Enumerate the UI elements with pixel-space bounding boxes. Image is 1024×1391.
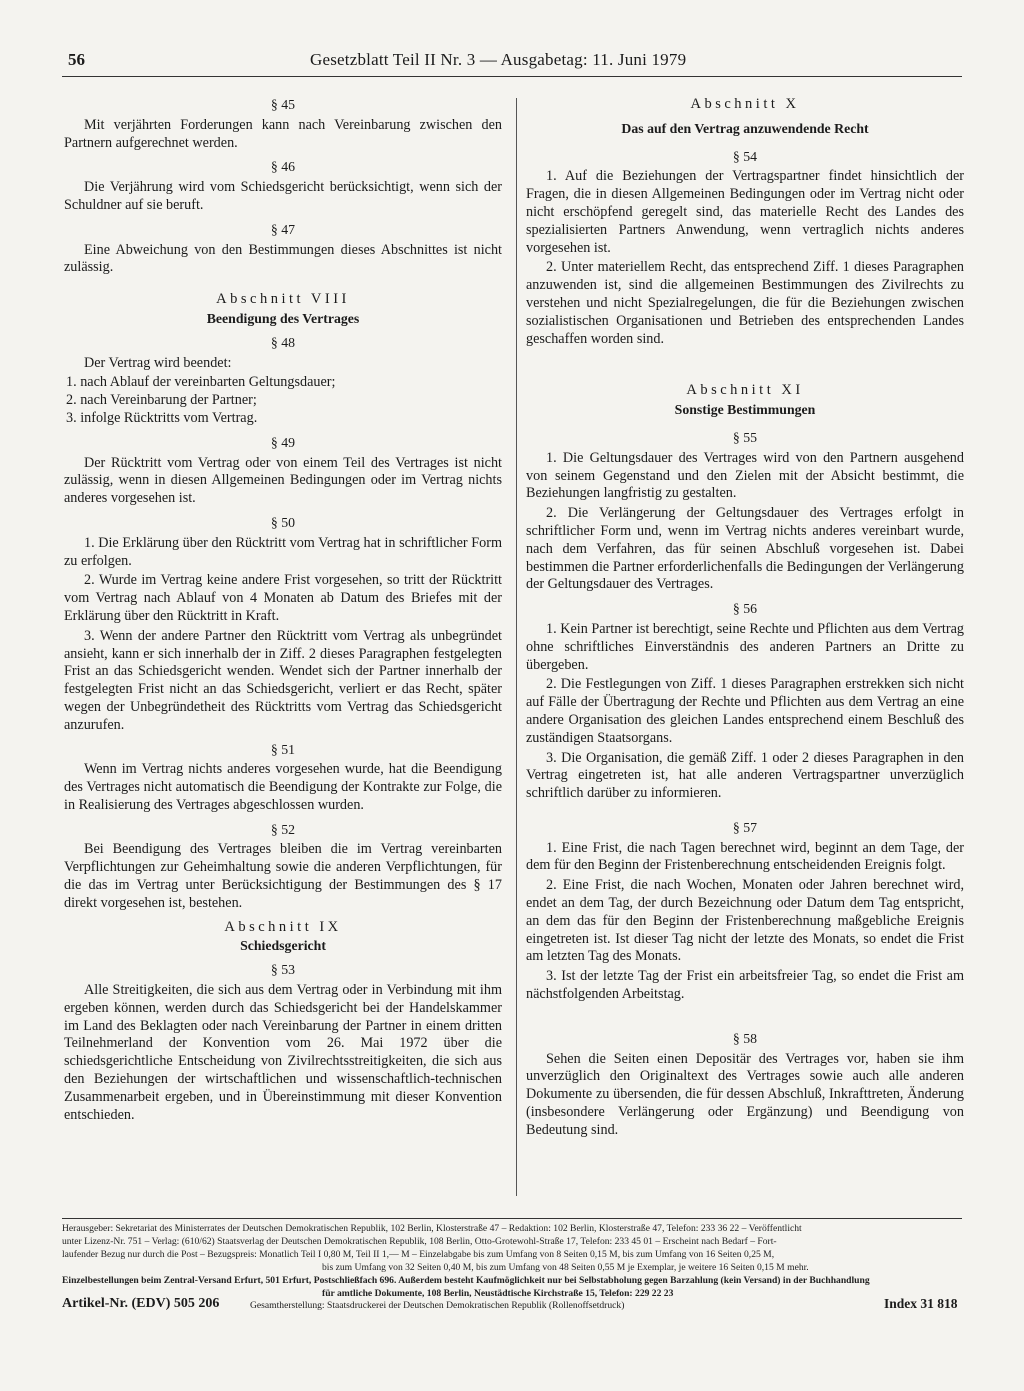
paragraph-text: Alle Streitigkeiten, die sich aus dem Vertrag oder in Verbindung mit ihm ergeben können, werden durch das Schiedsgericht bei der Handelskammer im Land des Beklagten oder nach Vereinbarung der Partner in einem dritten Teilnehmerland der Konvention vom 26. Mai 1972 über die schiedsgerichtliche Entscheidung von Zivilrechtsstreitigkeiten, die sich aus den Beziehungen der wirtschaftlichen und wissenschaftlich-technischen Zusammenarbeit ergeben, und in Übereinstimmung mit dieser Konvention entschieden. <box>64 982 502 1123</box>
column-divider <box>516 98 517 1196</box>
paragraph-heading: § 56 <box>732 601 758 617</box>
paragraph-heading: § 54 <box>732 148 758 164</box>
list-item: 2. nach Vereinbarung der Partner; <box>66 392 257 409</box>
numbered-item: 1. Kein Partner ist berechtigt, seine Rechte und Pflichten aus dem Vertrag ohne schriftliches Einverständnis des anderen Partners an Dritte zu übergeben. <box>526 620 964 673</box>
paragraph-text: Eine Abweichung von den Bestimmungen dieses Abschnittes ist nicht zulässig. <box>64 241 502 276</box>
numbered-item: 3. Wenn der andere Partner den Rücktritt vom Vertrag als unbegründet ansieht, kann er sich innerhalb der in Ziff. 2 dieses Paragraphen festgelegten Frist an das Schiedsgericht wenden. Wendet sich der Partner innerhalb der festgelegten Frist nicht an das Schiedsgericht, verliert er das Recht, später wegen der Unbegründetheit des Rücktritts vom Vertrag das Schiedsgericht anzurufen. <box>64 627 502 733</box>
list-item: 1. nach Ablauf der vereinbarten Geltungsdauer; <box>66 374 336 391</box>
section-subtitle: Schiedsgericht <box>240 938 326 954</box>
paragraph-heading: § 52 <box>270 821 296 837</box>
index-number: Index 31 818 <box>884 1296 958 1311</box>
numbered-item: 1. Auf die Beziehungen der Vertragspartner findet hinsichtlich der Fragen, die in diesen Allgemeinen Bedingungen oder im Vertrag nicht oder nicht erschöpfend geregelt sind, das materielle Recht des Landes des spezialisierten Partners Anwendung, wenn vertraglich nichts anderes vorgesehen ist. <box>526 168 964 256</box>
page-number: 56 <box>68 50 85 69</box>
numbered-item: 1. Eine Frist, die nach Tagen berechnet wird, beginnt an dem Tage, der dem für den Beginn der Fristenberechnung entscheidenden Ereignis folgt. <box>526 839 964 874</box>
paragraph-text: Der Vertrag wird beendet: <box>84 354 232 371</box>
paragraph-heading: § 58 <box>732 1030 758 1046</box>
numbered-item: 1. Die Geltungsdauer des Vertrages wird von den Partnern ausgehend von seinem Gegenstand und den Zielen mit der Absicht bestimmt, die Beziehungen langfristig zu gestalten. <box>526 449 964 502</box>
paragraph-text: Bei Beendigung des Vertrages bleiben die im Vertrag vereinbarten Verpflichtungen zur Geheimhaltung sowie die anderen Verpflichtungen, für die das im Vertrag unter Berücksichtigung der Bestimmungen des § 17 direkt vorgesehen ist, bestehen. <box>64 841 502 911</box>
paragraph-text: Der Rücktritt vom Vertrag oder von einem Teil des Vertrages ist nicht zulässig, wenn in diesen Allgemeinen Bedingungen oder im Vertrag nichts anderes vorgesehen ist. <box>64 454 502 507</box>
numbered-item: 2. Die Festlegungen von Ziff. 1 dieses Paragraphen erstrekken sich nicht auf Fälle der Übertragung der Rechte und Pflichten aus dem Vertrag an eine andere Organisation des gleichen Landes entsprechend einem Beschluß des zuständigen Staatsorgans. <box>526 676 964 746</box>
list-item: 3. infolge Rücktritts vom Vertrag. <box>66 409 258 426</box>
right-column <box>526 94 964 1142</box>
paragraph-heading: § 51 <box>270 741 296 757</box>
imprint-line: unter Lizenz-Nr. 751 – Verlag: (610/62) Staatsverlag der Deutschen Demokratischen Republik, 108 Berlin, Otto-Grotewohl-Straße 17, Telefon: 233 45 01 – Erscheint nach Bedarf – Fort- <box>62 1236 777 1247</box>
paragraph-heading: § 46 <box>270 159 296 175</box>
section-title: Abschnitt VIII <box>216 291 350 308</box>
paragraph-heading: § 50 <box>270 514 296 530</box>
imprint-order-line: Einzelbestellungen beim Zentral-Versand Erfurt, 501 Erfurt, Postschließfach 696. Außerdem besteht Kaufmöglichkeit nur bei Selbstabholung gegen Barzahlung (kein Versand) in der Buchhandlung <box>62 1275 870 1286</box>
section-subtitle: Das auf den Vertrag anzuwendende Recht <box>621 120 869 136</box>
paragraph-heading: § 49 <box>270 434 296 450</box>
article-number: Artikel-Nr. (EDV) 505 206 <box>62 1296 220 1311</box>
paragraph-heading: § 53 <box>270 962 296 978</box>
imprint-order-line: für amtliche Dokumente, 108 Berlin, Neustädtische Kirchstraße 15, Telefon: 229 22 23 <box>322 1288 674 1299</box>
imprint-line: bis zum Umfang von 32 Seiten 0,40 M, bis zum Umfang von 48 Seiten 0,55 M je Exemplar, je weitere 16 Seiten 0,15 M mehr. <box>322 1262 809 1273</box>
numbered-item: 2. Wurde im Vertrag keine andere Frist vorgesehen, so tritt der Rücktritt vom Vertrag nach Ablauf von 4 Monaten ab Datum des Briefes mit der Erklärung über den Rücktritt in Kraft. <box>64 572 502 624</box>
paragraph-text: Mit verjährten Forderungen kann nach Vereinbarung zwischen den Partnern aufgerechnet werden. <box>64 116 502 151</box>
paragraph-heading: § 48 <box>270 334 296 350</box>
imprint <box>62 1222 962 1300</box>
imprint-line: Herausgeber: Sekretariat des Ministerrates der Deutschen Demokratischen Republik, 102 Berlin, Klosterstraße 47 – Redaktion: 102 Berlin, Klosterstraße 47, Telefon: 233 36 22 – Veröffentlicht <box>62 1223 802 1234</box>
paragraph-heading: § 57 <box>732 819 758 835</box>
numbered-item: 2. Unter materiellem Recht, das entsprechend Ziff. 1 dieses Paragraphen anzuwenden ist, sind die allgemeinen Bestimmungen des Zivilrechts zu verstehen und nicht Spezialregelungen, die für die Beziehungen zwischen sozialistischen Organisationen und Betrieben des entsprechenden Landes geschaffen worden sind. <box>526 259 964 347</box>
section-title: Abschnitt XI <box>686 382 804 399</box>
left-column <box>64 94 502 1126</box>
section-title: Abschnitt IX <box>224 918 342 935</box>
numbered-item: 3. Die Organisation, die gemäß Ziff. 1 oder 2 dieses Paragraphen in den Vertrag eingetreten ist, hat alle anderen Vertragspartner unverzüglich schriftlich darüber zu informieren. <box>526 749 964 802</box>
numbered-item: 2. Die Verlängerung der Geltungsdauer des Vertrages erfolgt in schriftlicher Form und, wenn im Vertrag nichts anderes vereinbart wurde, nach dem Verfahren, das für seinen Abschluß vorgesehen ist. Dabei bestimmen die Partner erforderlichenfalls die Bedingungen der Verlängerung der Geltungsdauer des Vertrages. <box>526 505 964 593</box>
section-subtitle: Sonstige Bestimmungen <box>674 402 816 418</box>
paragraph-heading: § 47 <box>270 221 296 237</box>
paragraph-text: Die Verjährung wird vom Schiedsgericht berücksichtigt, wenn sich der Schuldner auf sie beruft. <box>64 179 502 213</box>
running-title: Gesetzblatt Teil II Nr. 3 — Ausgabetag: 11. Juni 1979 <box>310 50 687 69</box>
paragraph-text: Sehen die Seiten einen Depositär des Vertrages vor, haben sie ihm unverzüglich den Originaltext des Vertrages sowie auch alle anderen Dokumente zu übersenden, die für dessen Abschluß, Inkrafttreten, Änderung (insbesondere Verlängerung oder Ergänzung) und Beendigung von Bedeutung sind. <box>526 1050 964 1138</box>
printer-line: Gesamtherstellung: Staatsdruckerei der Deutschen Demokratischen Republik (Rollenoffsetdruck) <box>250 1300 625 1311</box>
imprint-line: laufender Bezug nur durch die Post – Bezugspreis: Monatlich Teil I 0,80 M, Teil II 1,— M – Einzelabgabe bis zum Umfang von 8 Seiten 0,15 M, bis zum Umfang von 16 Seiten 0,25 M, <box>62 1249 775 1260</box>
numbered-item: 1. Die Erklärung über den Rücktritt vom Vertrag hat in schriftlicher Form zu erfolgen. <box>64 534 502 569</box>
paragraph-heading: § 55 <box>732 429 758 445</box>
numbered-item: 3. Ist der letzte Tag der Frist ein arbeitsfreier Tag, so endet die Frist am nächstfolgenden Arbeitstag. <box>526 968 964 1003</box>
section-title: Abschnitt X <box>690 96 800 112</box>
paragraph-heading: § 45 <box>270 97 296 112</box>
page-header <box>60 50 960 74</box>
section-subtitle: Beendigung des Vertrages <box>206 310 360 326</box>
header-rule <box>62 76 962 77</box>
numbered-item: 2. Eine Frist, die nach Wochen, Monaten oder Jahren berechnet wird, endet an dem Tag, der durch Bezeichnung oder Datum dem Tag entspricht, an dem das für den Beginn der Fristenberechnung maßgebliche Ereignis eingetreten ist. Ist dieser Tag nicht der letzte des Monats, so endet die Frist am letzten Tag des Monats. <box>526 877 964 965</box>
footer-rule <box>62 1218 962 1219</box>
paragraph-text: Wenn im Vertrag nichts anderes vorgesehen wurde, hat die Beendigung des Vertrages nicht automatisch die Beendigung der Kontrakte zur Folge, die in Realisierung des Vertrages abgeschlossen wurden. <box>64 761 502 813</box>
